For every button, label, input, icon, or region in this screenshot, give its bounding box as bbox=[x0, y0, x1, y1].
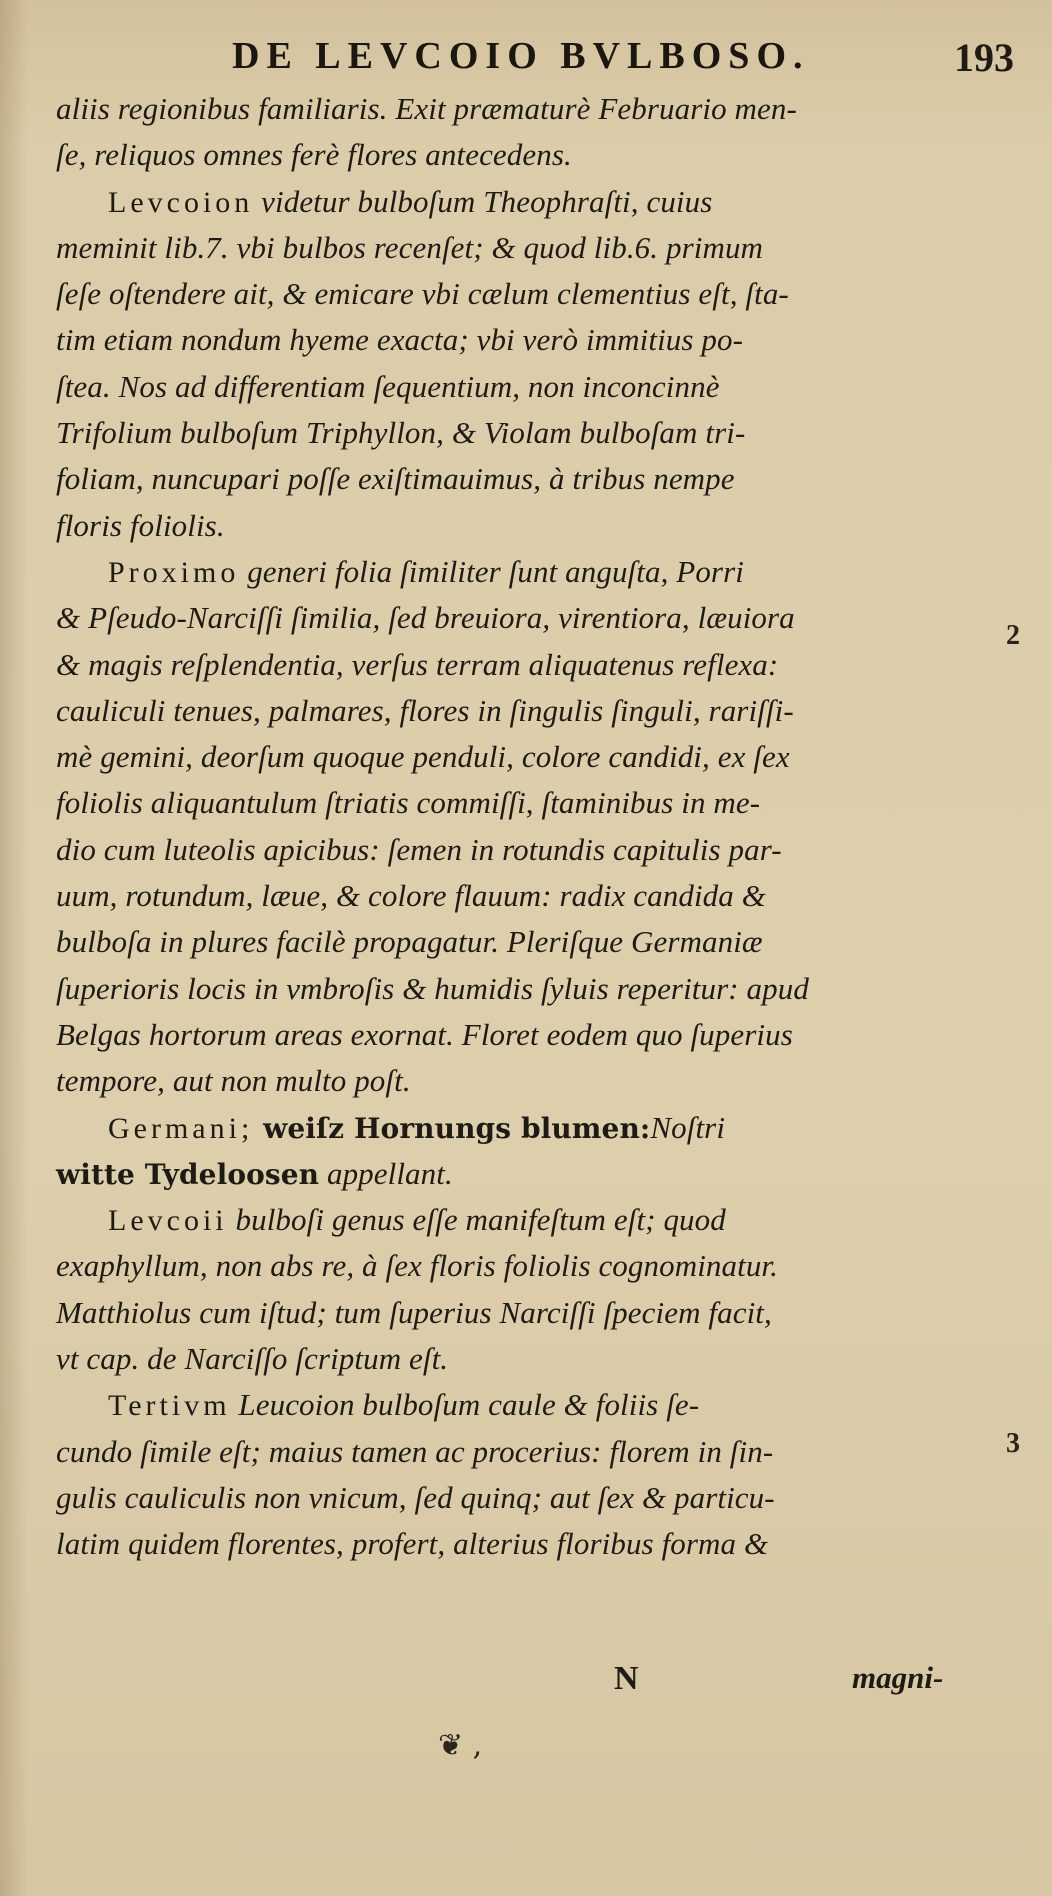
text-line: cundo ſimile eſt; maius tamen ac procerius: florem in ſin- bbox=[56, 1433, 774, 1469]
blackletter-dutch: witte Tydeloosen bbox=[56, 1157, 320, 1191]
page-gutter-shadow bbox=[0, 0, 28, 1896]
small-caps-lead: Levcoion bbox=[108, 185, 254, 219]
paragraph-start-line: Proximo generi folia ſimiliter ſunt anguſta, Porri bbox=[108, 553, 744, 589]
text-line: cauliculi tenues, palmares, flores in ſingulis ſinguli, rariſſi- bbox=[56, 692, 794, 728]
small-caps-lead: Levcoii bbox=[108, 1204, 228, 1238]
blackletter-german: weiſz Hornungs blumen: bbox=[253, 1111, 651, 1145]
text-line: gulis cauliculis non vnicum, ſed quinq; aut ſex & particu- bbox=[56, 1479, 775, 1515]
text-line: & Pſeudo-Narciſſi ſimilia, ſed breuiora, virentiora, læuiora bbox=[56, 600, 795, 636]
text-line: foliam, nuncupari poſſe exiſtimauimus, à tribus nempe bbox=[56, 461, 735, 497]
text-line: ſeſe oſtendere ait, & emicare vbi cælum clementius eſt, ſta- bbox=[56, 276, 789, 312]
text-line: ſuperioris locis in vmbroſis & humidis ſyluis reperitur: apud bbox=[56, 970, 809, 1006]
margin-note-3: 3 bbox=[1006, 1428, 1020, 1459]
text-line: ſtea. Nos ad differentiam ſequentium, non inconcinnè bbox=[56, 368, 720, 404]
text-line: Belgas hortorum areas exornat. Floret eodem quo ſuperius bbox=[56, 1016, 793, 1052]
text-line: mè gemini, deorſum quoque penduli, colore candidi, ex ſex bbox=[56, 739, 790, 775]
text-line: dio cum luteolis apicibus: ſemen in rotundis capitulis par- bbox=[56, 831, 782, 867]
text-line: vt cap. de Narciſſo ſcriptum eſt. bbox=[56, 1341, 449, 1377]
page-header bbox=[0, 26, 1052, 86]
text-line: Trifolium bulboſum Triphyllon, & Violam bulboſam tri- bbox=[56, 415, 746, 451]
body-text bbox=[56, 86, 1000, 1568]
running-head: DE LEVCOIO BVLBOSO. bbox=[232, 35, 810, 77]
small-caps-lead: Proximo bbox=[108, 555, 240, 589]
paragraph-start-line: Levcoion videtur bulboſum Theophraſti, cuius bbox=[108, 183, 713, 219]
text-line: uum, rotundum, læue, & colore flauum: radix candida & bbox=[56, 878, 766, 914]
small-caps-lead: Tertivm bbox=[108, 1389, 231, 1423]
text-line: latim quidem florentes, profert, alterius floribus forma & bbox=[56, 1526, 769, 1562]
catchword: magni- bbox=[852, 1660, 944, 1695]
text-line: tempore, aut non multo poſt. bbox=[56, 1063, 411, 1099]
signature-mark: N bbox=[614, 1660, 639, 1697]
text-line: tim etiam nondum hyeme exacta; vbi verò immitius po- bbox=[56, 322, 744, 358]
margin-note-2: 2 bbox=[1006, 620, 1020, 651]
paragraph-start-line: Germani; weiſz Hornungs blumen:Noſtri bbox=[108, 1109, 726, 1145]
text-line: exaphyllum, non abs re, à ſex floris foliolis cognominatur. bbox=[56, 1248, 779, 1284]
small-caps-lead: Germani; bbox=[108, 1111, 254, 1145]
text-line: bulboſa in plures facilè propagatur. Pleriſque Germaniæ bbox=[56, 924, 763, 960]
text-line: meminit lib.7. vbi bulbos recenſet; & quod lib.6. primum bbox=[56, 229, 764, 265]
text-line: & magis reſplendentia, verſus terram aliquatenus reflexa: bbox=[56, 646, 779, 682]
text-line: floris foliolis. bbox=[56, 507, 225, 543]
text-line: ſe, reliquos omnes ferè flores antecedens. bbox=[56, 137, 572, 173]
fleuron-ornament: ❦ , bbox=[438, 1728, 483, 1763]
paragraph-start-line: Tertivm Leucoion bulboſum caule & foliis ſe- bbox=[108, 1387, 700, 1423]
text-line: Matthiolus cum iſtud; tum ſuperius Narciſſi ſpeciem facit, bbox=[56, 1294, 772, 1330]
page-number: 193 bbox=[954, 35, 1014, 80]
text-line: foliolis aliquantulum ſtriatis commiſſi, ſtaminibus in me- bbox=[56, 785, 761, 821]
text-line: witte Tydeloosen appellant. bbox=[56, 1155, 453, 1191]
paragraph-start-line: Levcoii bulboſi genus eſſe manifeſtum eſt; quod bbox=[108, 1202, 726, 1238]
text-line: aliis regionibus familiaris. Exit præmaturè Februario men- bbox=[56, 91, 797, 126]
